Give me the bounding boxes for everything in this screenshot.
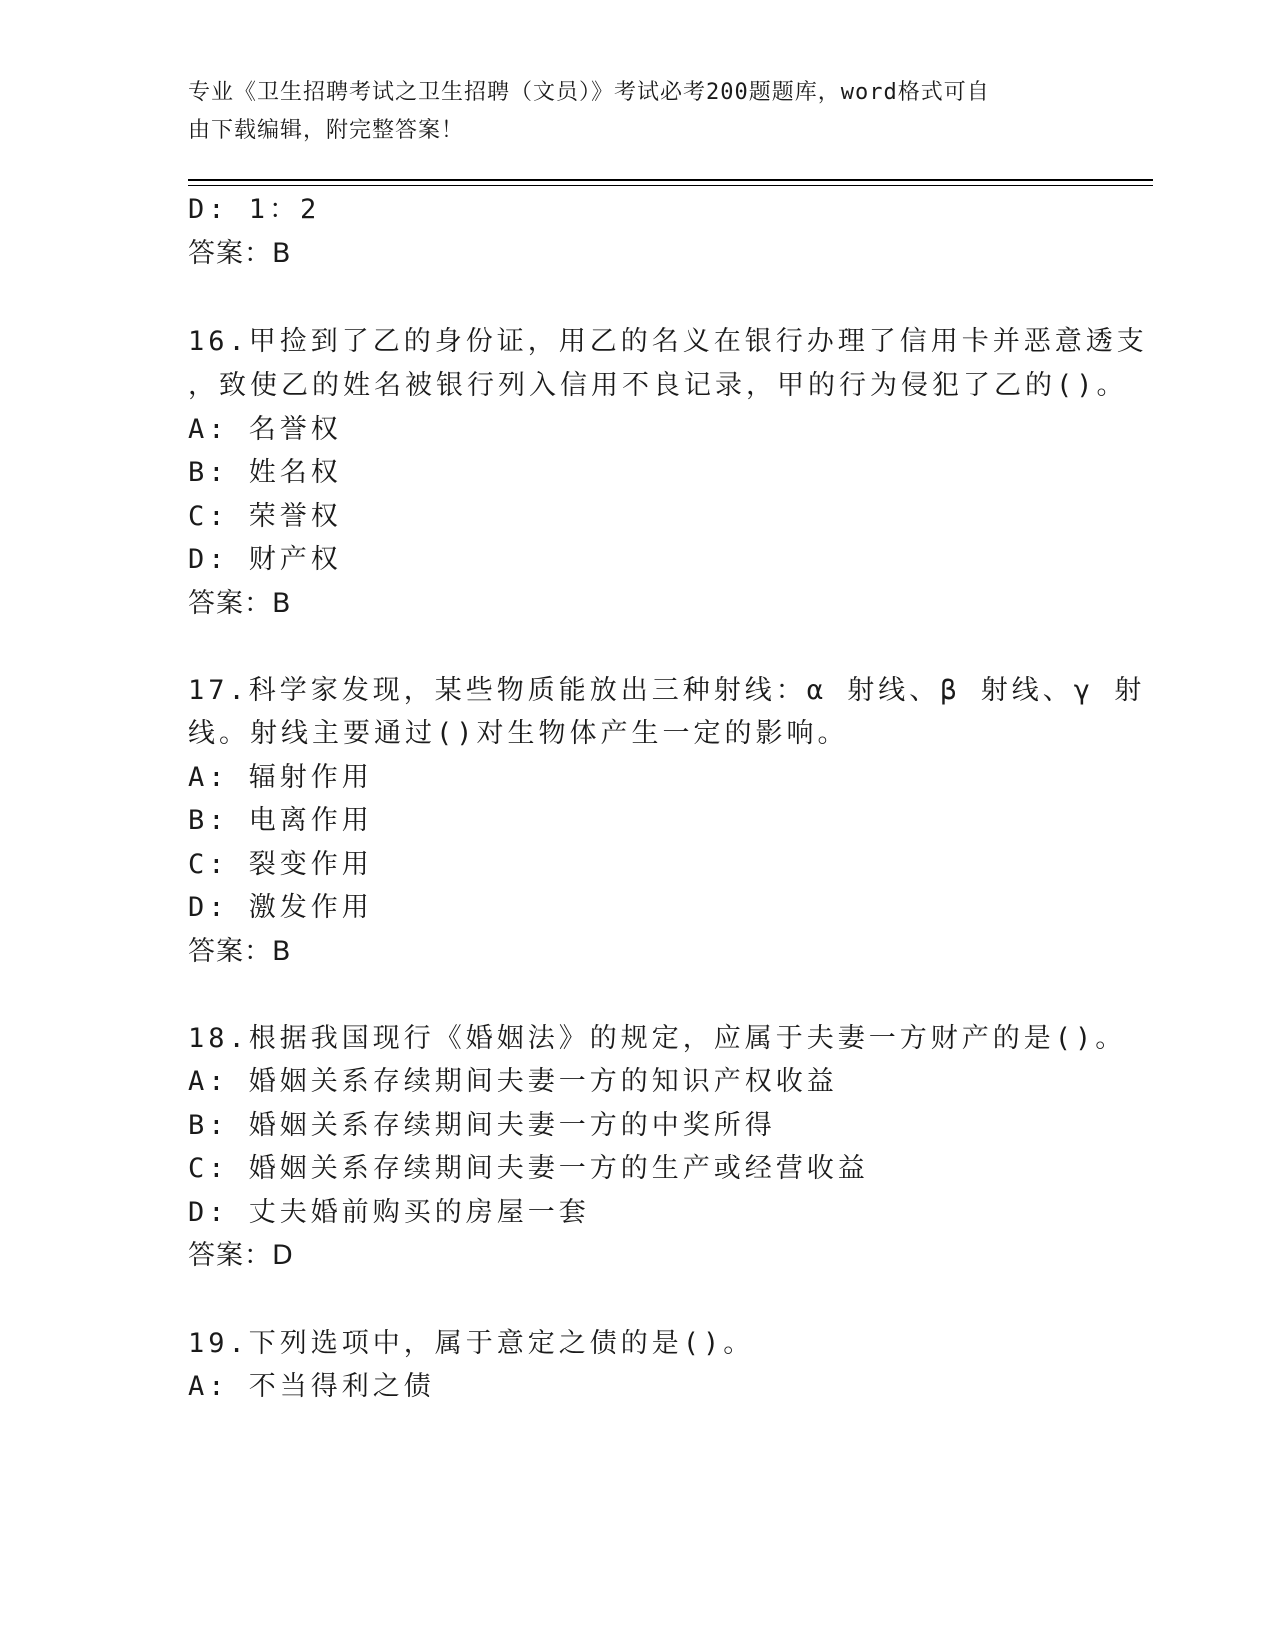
answer-line: 答案：D: [188, 1240, 294, 1271]
option-a: A: 辐射作用: [188, 762, 373, 793]
option-b: B: 婚姻关系存续期间夫妻一方的中奖所得: [188, 1110, 776, 1141]
header-divider-thick: [188, 179, 1153, 181]
header-line-2: 由下载编辑，附完整答案！: [188, 118, 465, 143]
header-divider-thin: [188, 185, 1153, 186]
option-c: C: 婚姻关系存续期间夫妻一方的生产或经营收益: [188, 1153, 869, 1184]
option-d: D: 财产权: [188, 544, 342, 575]
question-stem: 16.甲捡到了乙的身份证，用乙的名义在银行办理了信用卡并恶意透支: [188, 326, 1148, 357]
document-header: [188, 74, 1088, 150]
question-stem: 18.根据我国现行《婚姻法》的规定，应属于夫妻一方财产的是()。: [188, 1023, 1127, 1054]
option-a: A: 名誉权: [188, 414, 342, 445]
question-stem: ，致使乙的姓名被银行列入信用不良记录，甲的行为侵犯了乙的()。: [188, 370, 1128, 401]
option-b: B: 姓名权: [188, 457, 342, 488]
question-stem: 线。射线主要通过()对生物体产生一定的影响。: [188, 718, 849, 749]
answer-line: 答案：B: [188, 588, 292, 619]
option-c: C: 裂变作用: [188, 849, 373, 880]
question-stem: 17.科学家发现，某些物质能放出三种射线：α 射线、β 射线、γ 射: [188, 675, 1146, 706]
option-d: D: 激发作用: [188, 892, 373, 923]
answer-line: 答案：B: [188, 936, 292, 967]
option-d: D: 丈夫婚前购买的房屋一套: [188, 1197, 590, 1228]
option-d: D: 1：2: [188, 194, 321, 225]
option-b: B: 电离作用: [188, 805, 373, 836]
option-a: A: 婚姻关系存续期间夫妻一方的知识产权收益: [188, 1066, 838, 1097]
answer-line: 答案：B: [188, 238, 292, 269]
option-c: C: 荣誉权: [188, 501, 342, 532]
option-a: A: 不当得利之债: [188, 1371, 435, 1402]
question-stem: 19.下列选项中，属于意定之债的是()。: [188, 1328, 755, 1359]
header-line-1: 专业《卫生招聘考试之卫生招聘（文员）》考试必考200题题库，word格式可自: [188, 80, 990, 105]
